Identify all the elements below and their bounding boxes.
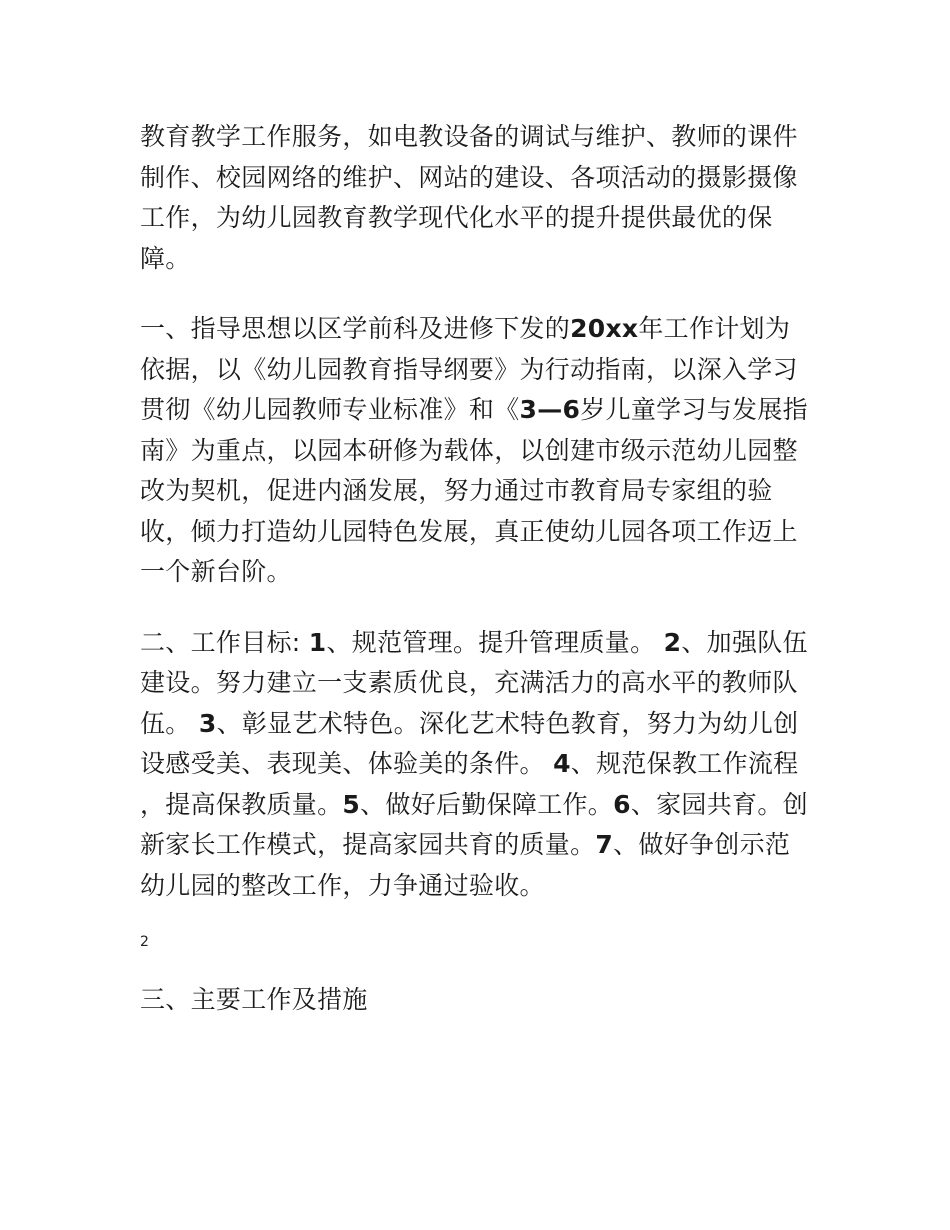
paragraph-guiding-ideology [140, 309, 812, 593]
paragraph-intro: 教育教学工作服务，如电教设备的调试与维护、教师的课件制作、校园网络的维护、网站的建设、各项活动的摄影摄像工作，为幼儿园教育教学现代化水平的提升提供最优的保障。 [140, 122, 798, 273]
document-page [140, 117, 812, 1021]
guiding-ideology-text-a: 一、指导思想以区学前科及进修下发的 [140, 314, 571, 343]
section-heading-main-work: 三、主要工作及措施 [140, 985, 368, 1014]
goal-number: 3 [198, 708, 217, 738]
goal-text: 、规范保教工作流程 ，提高保教质量。 [140, 749, 799, 819]
page-number: 2 [140, 934, 149, 950]
age-range-value: 3—6 [519, 395, 581, 424]
work-goals-lead: 二、工作目标: [140, 627, 309, 657]
paragraph-spacer [140, 952, 812, 980]
year-value: 20xx [570, 314, 639, 343]
goal-number: 1 [308, 627, 327, 657]
goal-number: 7 [595, 830, 614, 859]
goal-number: 6 [613, 789, 631, 819]
paragraph-spacer [140, 906, 812, 932]
goal-text: 、做好后勤保障工作。 [360, 789, 614, 819]
guiding-ideology-text-c: 岁儿童学习与发展指南》为重点，以园本研修为载体，以创建市级示范幼儿园整改为契机，促进内涵发展，努力通过市教育局专家组的验收，倾力打造幼儿园特色发展，真正使幼儿园各项工作迈上一个新台阶。 [140, 395, 808, 586]
goal-text: 、加强队伍建设。努力建立一支素质优良，充满活力的高水平的教师队伍。 [140, 627, 808, 738]
goal-text: 、彰显艺术特色。深化艺术特色教育，努力为幼儿创设感受美、表现美、体验美的条件。 [140, 708, 799, 778]
goal-text: 、做好争创示范幼儿园的整改工作，力争通过验收。 [140, 830, 791, 900]
guiding-ideology-text-b: 年工作计划为依据，以《幼儿园教育指导纲要》为行动指南，以深入学习贯彻《幼儿园教师专业标准》和《 [140, 314, 798, 424]
goal-number: 4 [553, 749, 571, 778]
paragraph-spacer [140, 279, 812, 309]
paragraph-work-goals [140, 623, 812, 907]
goal-text: 、家园共育。创新家长工作模式，提高家园共育的质量。 [140, 789, 808, 859]
goal-text: 、规范管理。提升管理质量。 [326, 627, 664, 657]
goal-number: 2 [663, 627, 682, 657]
paragraph-spacer [140, 593, 812, 623]
goal-number: 5 [342, 789, 361, 819]
